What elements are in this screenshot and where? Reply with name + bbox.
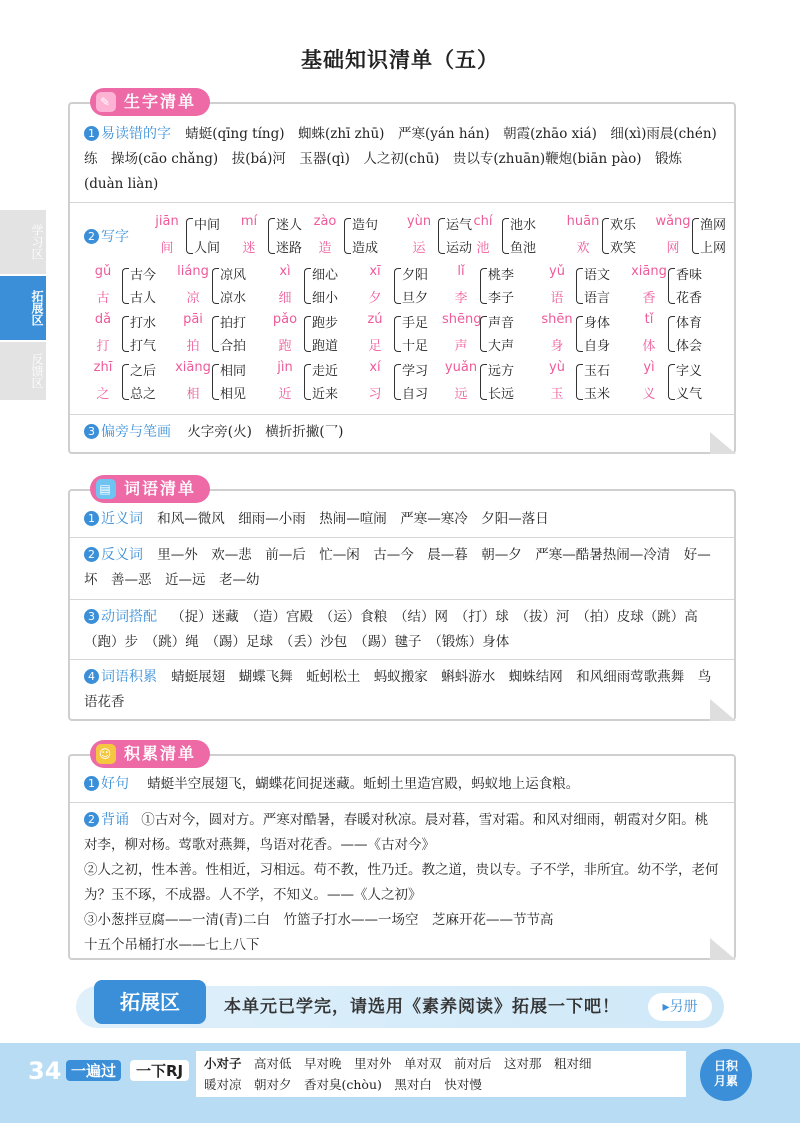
daily-accumulate-badge: 日积 月累 bbox=[700, 1049, 752, 1101]
char-pinyin: dǎ bbox=[94, 312, 112, 327]
char-word-2: 造成 bbox=[352, 241, 379, 256]
char-pinyin: lǐ bbox=[457, 264, 465, 279]
char-word-1: 身体 bbox=[584, 316, 611, 331]
char-hanzi: 近 bbox=[278, 387, 292, 402]
char-pinyin: yì bbox=[643, 360, 655, 375]
char-pinyin: yù bbox=[549, 360, 565, 375]
banner-tag: 拓展区 bbox=[94, 980, 206, 1024]
char-hanzi: 凉 bbox=[186, 291, 200, 306]
char-word-1: 语文 bbox=[584, 268, 611, 283]
play-icon: ▸ bbox=[662, 999, 670, 1015]
char-word-2: 李子 bbox=[488, 291, 515, 306]
char-word-2: 玉米 bbox=[584, 387, 611, 402]
label-easy-misread: 1 易读错的字 bbox=[84, 126, 171, 142]
char-pinyin: yǔ bbox=[549, 264, 565, 279]
char-word-2: 自身 bbox=[584, 339, 611, 354]
char-card bbox=[630, 312, 754, 358]
brace bbox=[304, 268, 311, 304]
char-word-1: 之后 bbox=[130, 364, 157, 379]
char-hanzi: 足 bbox=[368, 339, 382, 354]
char-hanzi: 网 bbox=[666, 241, 680, 256]
section-words bbox=[68, 489, 736, 721]
char-word-2: 自习 bbox=[402, 387, 429, 402]
brace bbox=[668, 316, 675, 352]
brace bbox=[122, 316, 129, 352]
char-word-2: 义气 bbox=[676, 387, 703, 402]
char-word-1: 玉石 bbox=[584, 364, 611, 379]
brace bbox=[344, 218, 351, 254]
char-word-1: 造句 bbox=[352, 218, 379, 233]
char-word-1: 手足 bbox=[402, 316, 429, 331]
char-pinyin: jìn bbox=[277, 360, 293, 375]
row-easy-misread bbox=[70, 122, 734, 202]
char-pinyin: zhī bbox=[93, 360, 113, 375]
brace bbox=[602, 218, 609, 254]
char-word-1: 凉风 bbox=[220, 268, 247, 283]
char-hanzi: 间 bbox=[160, 241, 174, 256]
brace bbox=[576, 316, 583, 352]
char-word-1: 远方 bbox=[488, 364, 515, 379]
brace bbox=[668, 268, 675, 304]
char-hanzi: 造 bbox=[318, 241, 332, 256]
char-word-1: 香味 bbox=[676, 268, 703, 283]
char-pinyin: zào bbox=[313, 214, 337, 229]
char-hanzi: 习 bbox=[368, 387, 382, 402]
brace bbox=[212, 268, 219, 304]
char-word-1: 细心 bbox=[312, 268, 339, 283]
char-pinyin: liáng bbox=[177, 264, 209, 279]
side-tab-study[interactable]: 学习区 bbox=[0, 210, 46, 274]
char-hanzi: 相 bbox=[186, 387, 200, 402]
char-hanzi: 迷 bbox=[242, 241, 256, 256]
char-hanzi: 夕 bbox=[368, 291, 382, 306]
char-word-2: 人间 bbox=[194, 241, 221, 256]
char-pinyin: gǔ bbox=[94, 264, 112, 279]
section-characters bbox=[68, 102, 736, 454]
char-word-1: 跑步 bbox=[312, 316, 339, 331]
char-word-2: 上网 bbox=[700, 241, 727, 256]
brace bbox=[668, 364, 675, 400]
brand-label: 一遍过 bbox=[66, 1060, 121, 1081]
char-pinyin: xiāng bbox=[631, 264, 667, 279]
brace bbox=[394, 316, 401, 352]
char-pinyin: xiāng bbox=[175, 360, 211, 375]
brace bbox=[304, 364, 311, 400]
char-pinyin: yùn bbox=[406, 214, 432, 229]
section-accumulation bbox=[68, 754, 736, 960]
char-pinyin: pǎo bbox=[272, 312, 298, 327]
char-hanzi: 古 bbox=[96, 291, 110, 306]
brace bbox=[692, 218, 699, 254]
banner-text: 本单元已学完，请选用《素养阅读》拓展一下吧！ bbox=[224, 997, 620, 1017]
char-hanzi: 打 bbox=[96, 339, 110, 354]
badge-words: ▤ 词语清单 bbox=[90, 475, 210, 503]
char-word-2: 运动 bbox=[446, 241, 473, 256]
char-word-1: 中间 bbox=[194, 218, 221, 233]
char-hanzi: 香 bbox=[642, 291, 656, 306]
brace bbox=[394, 268, 401, 304]
misread-words: 蜻蜓(qīng tíng) 蜘蛛(zhī zhū) 严寒(yán hán) 朝霞(zhāo xiá) 细(xì)雨晨(chén)练 操场(cāo chǎng) 拔(bá)河 玉器(qì) 人之初(chū) 贵以专(zhuān)鞭炮(biān pào) 锻炼(duàn liàn) bbox=[84, 126, 717, 192]
char-pinyin: chí bbox=[473, 214, 493, 229]
char-word-1: 走近 bbox=[312, 364, 339, 379]
brace bbox=[394, 364, 401, 400]
char-word-2: 相见 bbox=[220, 387, 247, 402]
brace bbox=[438, 218, 445, 254]
char-hanzi: 语 bbox=[550, 291, 564, 306]
char-hanzi: 跑 bbox=[278, 339, 292, 354]
char-hanzi: 拍 bbox=[186, 339, 200, 354]
footer bbox=[0, 1043, 800, 1123]
label-write: 2 写字 bbox=[84, 226, 129, 246]
char-word-2: 古人 bbox=[130, 291, 157, 306]
row-verb-pairs: 3 动词搭配 （捉）迷藏 （造）宫殿 （运）食粮 （结）网 （打）球 （拔）河 （拍）皮球（跳）高 （跑）步 （跳）绳 （踢）足球 （丢）沙包 （踢）毽子 （锻炼）身体 bbox=[84, 609, 712, 650]
char-word-1: 学习 bbox=[402, 364, 429, 379]
char-word-1: 声音 bbox=[488, 316, 515, 331]
char-word-1: 迷人 bbox=[276, 218, 303, 233]
side-tab-feedback[interactable]: 反馈区 bbox=[0, 342, 46, 400]
brace bbox=[480, 268, 487, 304]
brace bbox=[268, 218, 275, 254]
char-word-2: 总之 bbox=[130, 387, 157, 402]
row-radicals bbox=[84, 420, 343, 445]
char-word-1: 拍打 bbox=[220, 316, 247, 331]
smile-icon: ☺ bbox=[96, 744, 116, 764]
row-good-sentence: 1 好句 蜻蜓半空展翅飞，蝴蝶花间捉迷藏。蚯蚓土里造宫殿，蚂蚁地上运食粮。 bbox=[84, 772, 720, 797]
couplet-box: 小对子 高对低 早对晚 里对外 单对双 前对后 这对那 粗对细 暖对凉 朝对夕 香对臭(chòu) 黑对白 快对慢 bbox=[196, 1051, 686, 1097]
brace bbox=[122, 364, 129, 400]
char-word-2: 长远 bbox=[488, 387, 515, 402]
brace bbox=[212, 364, 219, 400]
char-word-2: 迷路 bbox=[276, 241, 303, 256]
char-hanzi: 李 bbox=[454, 291, 468, 306]
row-antonyms: 2 反义词 里—外 欢—悲 前—后 忙—闲 古—今 晨—暮 朝—夕 严寒—酷暑热闹—冷清 好—坏 善—恶 近—远 老—幼 bbox=[84, 547, 711, 588]
char-word-1: 渔网 bbox=[700, 218, 727, 233]
char-word-1: 夕阳 bbox=[402, 268, 429, 283]
char-word-2: 旦夕 bbox=[402, 291, 429, 306]
char-pinyin: shēng bbox=[442, 312, 482, 327]
char-word-2: 近来 bbox=[312, 387, 339, 402]
char-card bbox=[630, 360, 754, 406]
char-card bbox=[630, 264, 754, 310]
char-hanzi: 身 bbox=[550, 339, 564, 354]
char-word-1: 古今 bbox=[130, 268, 157, 283]
char-word-2: 合拍 bbox=[220, 339, 247, 354]
char-word-1: 桃李 bbox=[488, 268, 515, 283]
side-tab-extend[interactable]: 拓展区 bbox=[0, 276, 46, 340]
char-word-1: 打水 bbox=[130, 316, 157, 331]
extend-banner bbox=[76, 986, 724, 1028]
char-word-2: 细小 bbox=[312, 291, 339, 306]
char-word-2: 花香 bbox=[676, 291, 703, 306]
char-word-1: 欢乐 bbox=[610, 218, 637, 233]
char-pinyin: jiān bbox=[155, 214, 179, 229]
row-word-bank: 4 词语积累 蜻蜓展翅 蝴蝶飞舞 蚯蚓松土 蚂蚁搬家 蝌蚪游水 蜘蛛结网 和风细雨莺歌燕舞 鸟语花香 bbox=[84, 669, 712, 710]
other-book-button[interactable]: ▸另册 bbox=[648, 993, 712, 1021]
row-synonyms: 1 近义词 和风—微风 细雨—小雨 热闹—喧闹 严寒—寒冷 夕阳—落日 bbox=[84, 507, 720, 532]
char-pinyin: mí bbox=[240, 214, 258, 229]
char-hanzi: 玉 bbox=[550, 387, 564, 402]
book-icon: ▤ bbox=[96, 479, 116, 499]
char-word-1: 运气 bbox=[446, 218, 473, 233]
char-hanzi: 声 bbox=[454, 339, 468, 354]
radicals-text: 火字旁(火) 横折折撇(乛) bbox=[187, 424, 344, 440]
char-pinyin: xī bbox=[369, 264, 381, 279]
badge-characters: ✎ 生字清单 bbox=[90, 88, 210, 116]
char-pinyin: yuǎn bbox=[444, 360, 478, 375]
char-pinyin: xí bbox=[369, 360, 381, 375]
brace bbox=[480, 364, 487, 400]
brace bbox=[186, 218, 193, 254]
brace bbox=[576, 268, 583, 304]
char-hanzi: 细 bbox=[278, 291, 292, 306]
char-word-2: 十足 bbox=[402, 339, 429, 354]
char-pinyin: shēn bbox=[541, 312, 573, 327]
char-hanzi: 之 bbox=[96, 387, 110, 402]
char-word-1: 字义 bbox=[676, 364, 703, 379]
char-hanzi: 运 bbox=[412, 241, 426, 256]
char-word-1: 池水 bbox=[510, 218, 537, 233]
char-word-2: 跑道 bbox=[312, 339, 339, 354]
char-pinyin: tǐ bbox=[644, 312, 654, 327]
page-number: 34 bbox=[28, 1057, 62, 1085]
char-hanzi: 义 bbox=[642, 387, 656, 402]
badge-accumulation: ☺ 积累清单 bbox=[90, 740, 210, 768]
char-pinyin: huān bbox=[566, 214, 600, 229]
char-word-2: 欢笑 bbox=[610, 241, 637, 256]
char-pinyin: pāi bbox=[183, 312, 203, 327]
char-word-2: 大声 bbox=[488, 339, 515, 354]
label-radicals: 3 偏旁与笔画 bbox=[84, 424, 171, 440]
brace bbox=[122, 268, 129, 304]
brace bbox=[502, 218, 509, 254]
char-word-1: 体育 bbox=[676, 316, 703, 331]
brace bbox=[212, 316, 219, 352]
char-card bbox=[654, 214, 778, 260]
char-pinyin: xì bbox=[279, 264, 291, 279]
char-pinyin: zú bbox=[367, 312, 383, 327]
pencil-icon: ✎ bbox=[96, 92, 116, 112]
char-hanzi: 欢 bbox=[576, 241, 590, 256]
char-hanzi: 池 bbox=[476, 241, 490, 256]
brace bbox=[576, 364, 583, 400]
char-word-2: 打气 bbox=[130, 339, 157, 354]
char-hanzi: 远 bbox=[454, 387, 468, 402]
page-title: 基础知识清单（五） bbox=[301, 48, 499, 72]
write-characters-grid bbox=[70, 208, 734, 408]
char-word-2: 语言 bbox=[584, 291, 611, 306]
char-hanzi: 体 bbox=[642, 339, 656, 354]
char-word-2: 凉水 bbox=[220, 291, 247, 306]
grade-label: 一下RJ bbox=[130, 1060, 189, 1081]
row-recite: 2 背诵 ①古对今，圆对方。严寒对酷暑，春暖对秋凉。晨对暮，雪对霜。和风对细雨，朝霞对夕阳。桃对李，柳对杨。莺歌对燕舞，鸟语对花香。——《古对今》 ②人之初，性本善。性相近，习相远。苟不教，性乃迁。教之道，贵以专。子不学，非所宜。幼不学，老何为？玉不琢，不成器。人不学，不知义。——《人之初》 ③小葱拌豆腐——一清(青)二白 竹篮子打水——一场空 芝麻开花——节节高 十五个吊桶打水——七上八下 bbox=[84, 812, 719, 953]
char-word-2: 鱼池 bbox=[510, 241, 537, 256]
brace bbox=[304, 316, 311, 352]
char-pinyin: wǎng bbox=[655, 214, 691, 229]
brace bbox=[480, 316, 487, 352]
char-word-2: 体会 bbox=[676, 339, 703, 354]
char-word-1: 相同 bbox=[220, 364, 247, 379]
